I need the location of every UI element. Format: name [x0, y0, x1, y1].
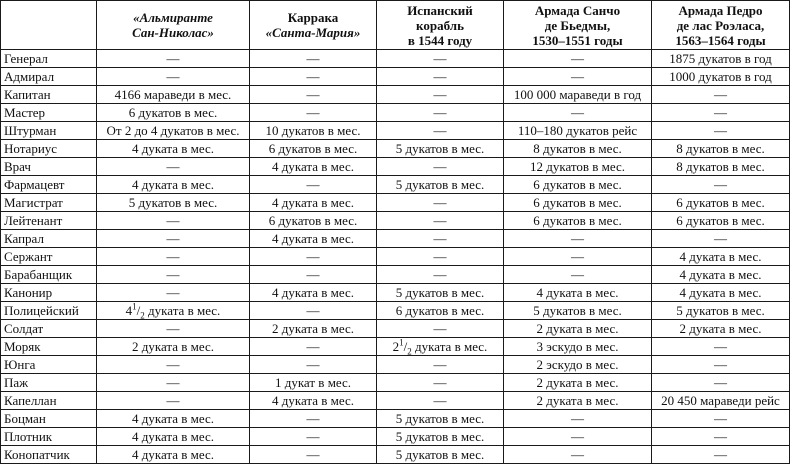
table-cell-c1: — [97, 68, 250, 86]
table-cell-c4: — [504, 68, 652, 86]
table-cell-c3: — [377, 248, 504, 266]
header-line: де Бьедмы, [544, 17, 611, 33]
table-cell-c4: — [504, 104, 652, 122]
row-label: Паж [1, 374, 97, 392]
table-cell-c4: — [504, 410, 652, 428]
table-cell-c4: 100 000 мараведи в год [504, 86, 652, 104]
table-cell-c3: 5 дукатов в мес. [377, 410, 504, 428]
table-cell-c1: 4 дуката в мес. [97, 140, 250, 158]
table-cell-c4: 6 дукатов в мес. [504, 176, 652, 194]
table-row [1, 86, 790, 104]
table-cell-c2: 6 дукатов в мес. [250, 140, 377, 158]
table-cell-c5: 1000 дукатов в год [652, 68, 790, 86]
table-cell-c3: 6 дукатов в мес. [377, 302, 504, 320]
header-line: Сан-Николас» [132, 25, 214, 40]
table-cell-c5: 4 дуката в мес. [652, 284, 790, 302]
table-cell-c5: — [652, 122, 790, 140]
row-label: Капрал [1, 230, 97, 248]
table-body [1, 50, 790, 464]
row-label: Полицейский [1, 302, 97, 320]
table-cell-c2: — [250, 446, 377, 464]
table-cell-c1: 4166 мараведи в мес. [97, 86, 250, 104]
table-row [1, 68, 790, 86]
table-cell-c1: — [97, 374, 250, 392]
table-cell-c3: — [377, 104, 504, 122]
row-label: Фармацевт [1, 176, 97, 194]
table-cell-c1: — [97, 356, 250, 374]
header-cell-almirante [97, 1, 250, 50]
table-cell-c3: — [377, 212, 504, 230]
row-label: Боцман [1, 410, 97, 428]
table-cell-c2: 2 дуката в мес. [250, 320, 377, 338]
table-cell-c3: 5 дукатов в мес. [377, 284, 504, 302]
fraction-slash: / [403, 338, 408, 354]
table-cell-c5: 5 дукатов в мес. [652, 302, 790, 320]
row-label: Нотариус [1, 140, 97, 158]
table-cell-c5: 4 дуката в мес. [652, 266, 790, 284]
row-label: Адмирал [1, 68, 97, 86]
table-cell-c5: — [652, 338, 790, 356]
header-line: Каррака [287, 10, 339, 25]
table-row [1, 248, 790, 266]
header-cell-empty [1, 1, 97, 50]
row-label: Юнга [1, 356, 97, 374]
table-cell-c1: — [97, 284, 250, 302]
table-cell-c3: — [377, 356, 504, 374]
table-cell-c3: — [377, 122, 504, 140]
table-cell-c4: 3 эскудо в мес. [504, 338, 652, 356]
row-label: Капитан [1, 86, 97, 104]
table-cell-c5: — [652, 428, 790, 446]
table-cell-c5: 6 дукатов в мес. [652, 194, 790, 212]
header-line: Испанский [407, 2, 473, 18]
fraction-pre: 2 [392, 338, 400, 354]
table-cell-c1: — [97, 158, 250, 176]
table-cell-c3: — [377, 68, 504, 86]
table-cell-c3: — [377, 86, 504, 104]
table-cell-c5: 1875 дукатов в год [652, 50, 790, 68]
table-row [1, 212, 790, 230]
table-cell-c5: — [652, 374, 790, 392]
table-cell-c5: — [652, 356, 790, 374]
table-cell-c5: 8 дукатов в мес. [652, 158, 790, 176]
header-line: 1530–1551 годы [532, 32, 623, 48]
table-cell-c2: — [250, 86, 377, 104]
header-cell-karraka [250, 1, 377, 50]
table-cell-c2: 4 дуката в мес. [250, 158, 377, 176]
table-cell-c1: 4 дуката в мес. [97, 446, 250, 464]
table-cell-c4: 12 дукатов в мес. [504, 158, 652, 176]
header-cell-armada-sancho [504, 1, 652, 50]
table-row [1, 428, 790, 446]
table-cell-c4: 5 дукатов в мес. [504, 302, 652, 320]
table-cell-c5: — [652, 176, 790, 194]
fraction-sub: 2 [140, 310, 145, 320]
header-line: корабль [416, 17, 464, 33]
table-cell-c5: 20 450 мараведи рейс [652, 392, 790, 410]
table-cell-c2: 4 дуката в мес. [250, 284, 377, 302]
table-cell-c2: — [250, 248, 377, 266]
table-cell-c4: — [504, 230, 652, 248]
row-label: Солдат [1, 320, 97, 338]
header-line: «Санта-Мария» [265, 25, 361, 40]
row-label: Мастер [1, 104, 97, 122]
table-cell-c5: — [652, 446, 790, 464]
table-row [1, 392, 790, 410]
fraction-post: дуката в мес. [144, 302, 221, 318]
table-cell-c2: 1 дукат в мес. [250, 374, 377, 392]
table-cell-c2: — [250, 68, 377, 86]
table-cell-c2: — [250, 176, 377, 194]
header-row [1, 1, 790, 50]
table-row [1, 446, 790, 464]
table-row [1, 230, 790, 248]
table-cell-c2: — [250, 50, 377, 68]
table-cell-c3: 5 дукатов в мес. [377, 446, 504, 464]
table-row [1, 50, 790, 68]
row-label: Барабанщик [1, 266, 97, 284]
table-cell-c5: — [652, 86, 790, 104]
table-cell-c1: 6 дукатов в мес. [97, 104, 250, 122]
table-cell-c4: 6 дукатов в мес. [504, 212, 652, 230]
table-cell-c4: 2 дуката в мес. [504, 320, 652, 338]
table-cell-c2: — [250, 428, 377, 446]
table-cell-c2: — [250, 410, 377, 428]
table-row [1, 194, 790, 212]
header-line: 1563–1564 годы [675, 32, 766, 48]
table-cell-c1: 4 дуката в мес. [97, 176, 250, 194]
table-row [1, 104, 790, 122]
table-row [1, 338, 790, 356]
row-label: Лейтенант [1, 212, 97, 230]
fraction-pre: 4 [125, 302, 133, 318]
table-cell-c3: 5 дукатов в мес. [377, 140, 504, 158]
row-label: Магистрат [1, 194, 97, 212]
table-cell-c2: — [250, 338, 377, 356]
table-cell-c3: — [377, 158, 504, 176]
table-cell-c5: 6 дукатов в мес. [652, 212, 790, 230]
row-label: Капеллан [1, 392, 97, 410]
table-cell-c4: 4 дуката в мес. [504, 284, 652, 302]
fraction-sup: 1 [399, 337, 404, 348]
table-cell-c1: — [97, 50, 250, 68]
header-line: Армада Санчо [534, 2, 621, 18]
fraction-slash: / [136, 302, 141, 318]
header-cell-armada-pedro [652, 1, 790, 50]
table-cell-c4: 110–180 дукатов рейс [504, 122, 652, 140]
row-label: Генерал [1, 50, 97, 68]
table-cell-c2: 10 дукатов в мес. [250, 122, 377, 140]
table-row [1, 302, 790, 320]
fraction-sup: 1 [132, 301, 137, 312]
table-cell-c4: 2 эскудо в мес. [504, 356, 652, 374]
table-row [1, 284, 790, 302]
table-cell-c5: 8 дукатов в мес. [652, 140, 790, 158]
table-cell-c3: — [377, 194, 504, 212]
table-cell-c1: — [97, 320, 250, 338]
table-cell-c1: 2 дуката в мес. [97, 338, 250, 356]
table-cell-c1: — [97, 248, 250, 266]
table-cell-c5: 2 дуката в мес. [652, 320, 790, 338]
table-cell-c1: — [97, 230, 250, 248]
fraction-post: дуката в мес. [411, 338, 488, 354]
table-cell-c5: 4 дуката в мес. [652, 248, 790, 266]
table-cell-c3: — [377, 374, 504, 392]
table-cell-c4: — [504, 428, 652, 446]
table-cell-c3: — [377, 230, 504, 248]
table-row [1, 266, 790, 284]
row-label: Врач [1, 158, 97, 176]
table-cell-c4: — [504, 446, 652, 464]
table-row [1, 374, 790, 392]
table-cell-c1: 4 дуката в мес. [97, 410, 250, 428]
table-cell-c1: — [97, 212, 250, 230]
table-cell-c2: 4 дуката в мес. [250, 392, 377, 410]
table-cell-c1 [97, 302, 250, 320]
table-cell-c4: — [504, 50, 652, 68]
table-cell-c4: — [504, 248, 652, 266]
table-cell-c3: — [377, 392, 504, 410]
table-row [1, 410, 790, 428]
table-cell-c2: — [250, 356, 377, 374]
table-cell-c5: — [652, 230, 790, 248]
table-cell-c3: — [377, 50, 504, 68]
row-label: Моряк [1, 338, 97, 356]
table-cell-c4: 8 дукатов в мес. [504, 140, 652, 158]
table-cell-c2: 6 дукатов в мес. [250, 212, 377, 230]
table-cell-c3: 5 дукатов в мес. [377, 176, 504, 194]
row-label: Конопатчик [1, 446, 97, 464]
table-cell-c2: — [250, 266, 377, 284]
table-cell-c4: 6 дукатов в мес. [504, 194, 652, 212]
table-row [1, 140, 790, 158]
table-row [1, 176, 790, 194]
table-row [1, 356, 790, 374]
table-cell-c1: От 2 до 4 дукатов в мес. [97, 122, 250, 140]
table-cell-c1: — [97, 392, 250, 410]
row-label: Штурман [1, 122, 97, 140]
table-cell-c2: 4 дуката в мес. [250, 194, 377, 212]
table-cell-c5: — [652, 410, 790, 428]
table-cell-c4: — [504, 266, 652, 284]
table-cell-c3 [377, 338, 504, 356]
table-cell-c1: — [97, 266, 250, 284]
table-cell-c1: 4 дуката в мес. [97, 428, 250, 446]
table-cell-c5: — [652, 104, 790, 122]
row-label: Сержант [1, 248, 97, 266]
table-cell-c2: — [250, 302, 377, 320]
table-cell-c4: 2 дуката в мес. [504, 374, 652, 392]
header-line: в 1544 году [407, 32, 473, 48]
fraction-sub: 2 [407, 346, 412, 356]
table-cell-c4: 2 дуката в мес. [504, 392, 652, 410]
row-label: Канонир [1, 284, 97, 302]
table-row [1, 158, 790, 176]
table-cell-c3: — [377, 320, 504, 338]
header-line: «Альмиранте [133, 10, 213, 25]
header-line: Армада Педро [678, 2, 763, 18]
table-row [1, 122, 790, 140]
table-cell-c2: — [250, 104, 377, 122]
table-cell-c2: 4 дуката в мес. [250, 230, 377, 248]
header-line: де лас Роэласа, [676, 17, 765, 33]
table-row [1, 320, 790, 338]
table-cell-c3: — [377, 266, 504, 284]
table-cell-c1: 5 дукатов в мес. [97, 194, 250, 212]
row-label: Плотник [1, 428, 97, 446]
header-cell-spanish-ship [377, 1, 504, 50]
table-cell-c3: 5 дукатов в мес. [377, 428, 504, 446]
